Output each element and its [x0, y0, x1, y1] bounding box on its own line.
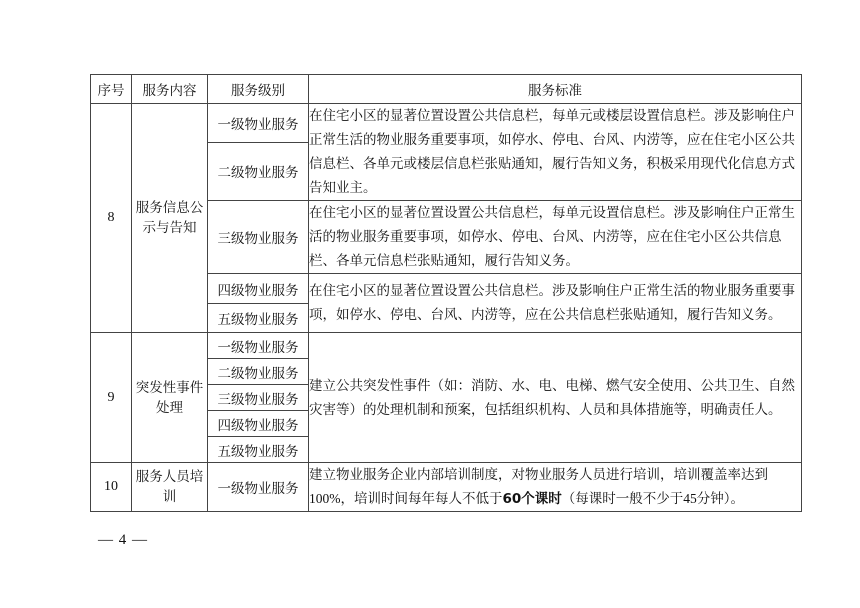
service-standard: 在住宅小区的显著位置设置公共信息栏。涉及影响住户正常生活的物业服务重要事项，如停水、停电、台风、内涝等，应在公共信息栏张贴通知，履行告知义务。 [309, 274, 802, 333]
table-header-row [91, 75, 802, 104]
table-row [91, 463, 802, 512]
standard-text: ，培训时间每年每人不低于 [340, 491, 503, 507]
service-standard [309, 463, 802, 512]
service-level: 三级物业服务 [208, 201, 309, 274]
service-standard: 在住宅小区的显著位置设置公共信息栏，每单元或楼层设置信息栏。涉及影响住户正常生活的物业服务重要事项，如停水、停电、台风、内涝等，应在住宅小区公共信息栏、各单元或楼层信息栏张贴通知，履行告知义务，积极采用现代化信息方式告知业主。 [309, 104, 802, 201]
training-hours: 60个课时 [502, 491, 562, 507]
header-no: 序号 [91, 75, 132, 104]
minutes-value: 45 [683, 491, 697, 506]
row-number: 9 [91, 333, 132, 463]
service-standard-table [90, 74, 802, 512]
service-content: 服务信息公示与告知 [132, 104, 208, 333]
header-level: 服务级别 [208, 75, 309, 104]
service-level: 二级物业服务 [208, 359, 309, 385]
service-level: 五级物业服务 [208, 437, 309, 463]
page-number: — 4 — [98, 532, 148, 548]
table-row [91, 104, 802, 143]
service-standard: 建立公共突发性事件（如：消防、水、电、电梯、燃气安全使用、公共卫生、自然灾害等）的处理机制和预案，包括组织机构、人员和具体措施等，明确责任人。 [309, 333, 802, 463]
service-level: 四级物业服务 [208, 274, 309, 304]
header-standard: 服务标准 [309, 75, 802, 104]
row-number: 10 [91, 463, 132, 512]
header-content: 服务内容 [132, 75, 208, 104]
service-content: 突发性事件处理 [132, 333, 208, 463]
service-content: 服务人员培训 [132, 463, 208, 512]
service-level: 二级物业服务 [208, 142, 309, 200]
table-row [91, 333, 802, 359]
row-number: 8 [91, 104, 132, 333]
standard-text: （每课时一般不少于 [561, 491, 684, 507]
service-level: 三级物业服务 [208, 385, 309, 411]
standard-text: 分钟）。 [696, 491, 745, 507]
service-standard: 在住宅小区的显著位置设置公共信息栏，每单元设置信息栏。涉及影响住户正常生活的物业服务重要事项，如停水、停电、台风、内涝等，应在住宅小区公共信息栏、各单元信息栏张贴通知，履行告知义务。 [309, 201, 802, 274]
service-level: 一级物业服务 [208, 333, 309, 359]
service-level: 一级物业服务 [208, 104, 309, 143]
standard-text: 建立物业服务企业内部培训制度，对物业服务人员进行培训，培训覆盖率达到 [309, 467, 768, 483]
service-level: 一级物业服务 [208, 463, 309, 512]
service-level: 五级物业服务 [208, 304, 309, 333]
service-level: 四级物业服务 [208, 411, 309, 437]
coverage-rate: 100% [309, 491, 341, 506]
